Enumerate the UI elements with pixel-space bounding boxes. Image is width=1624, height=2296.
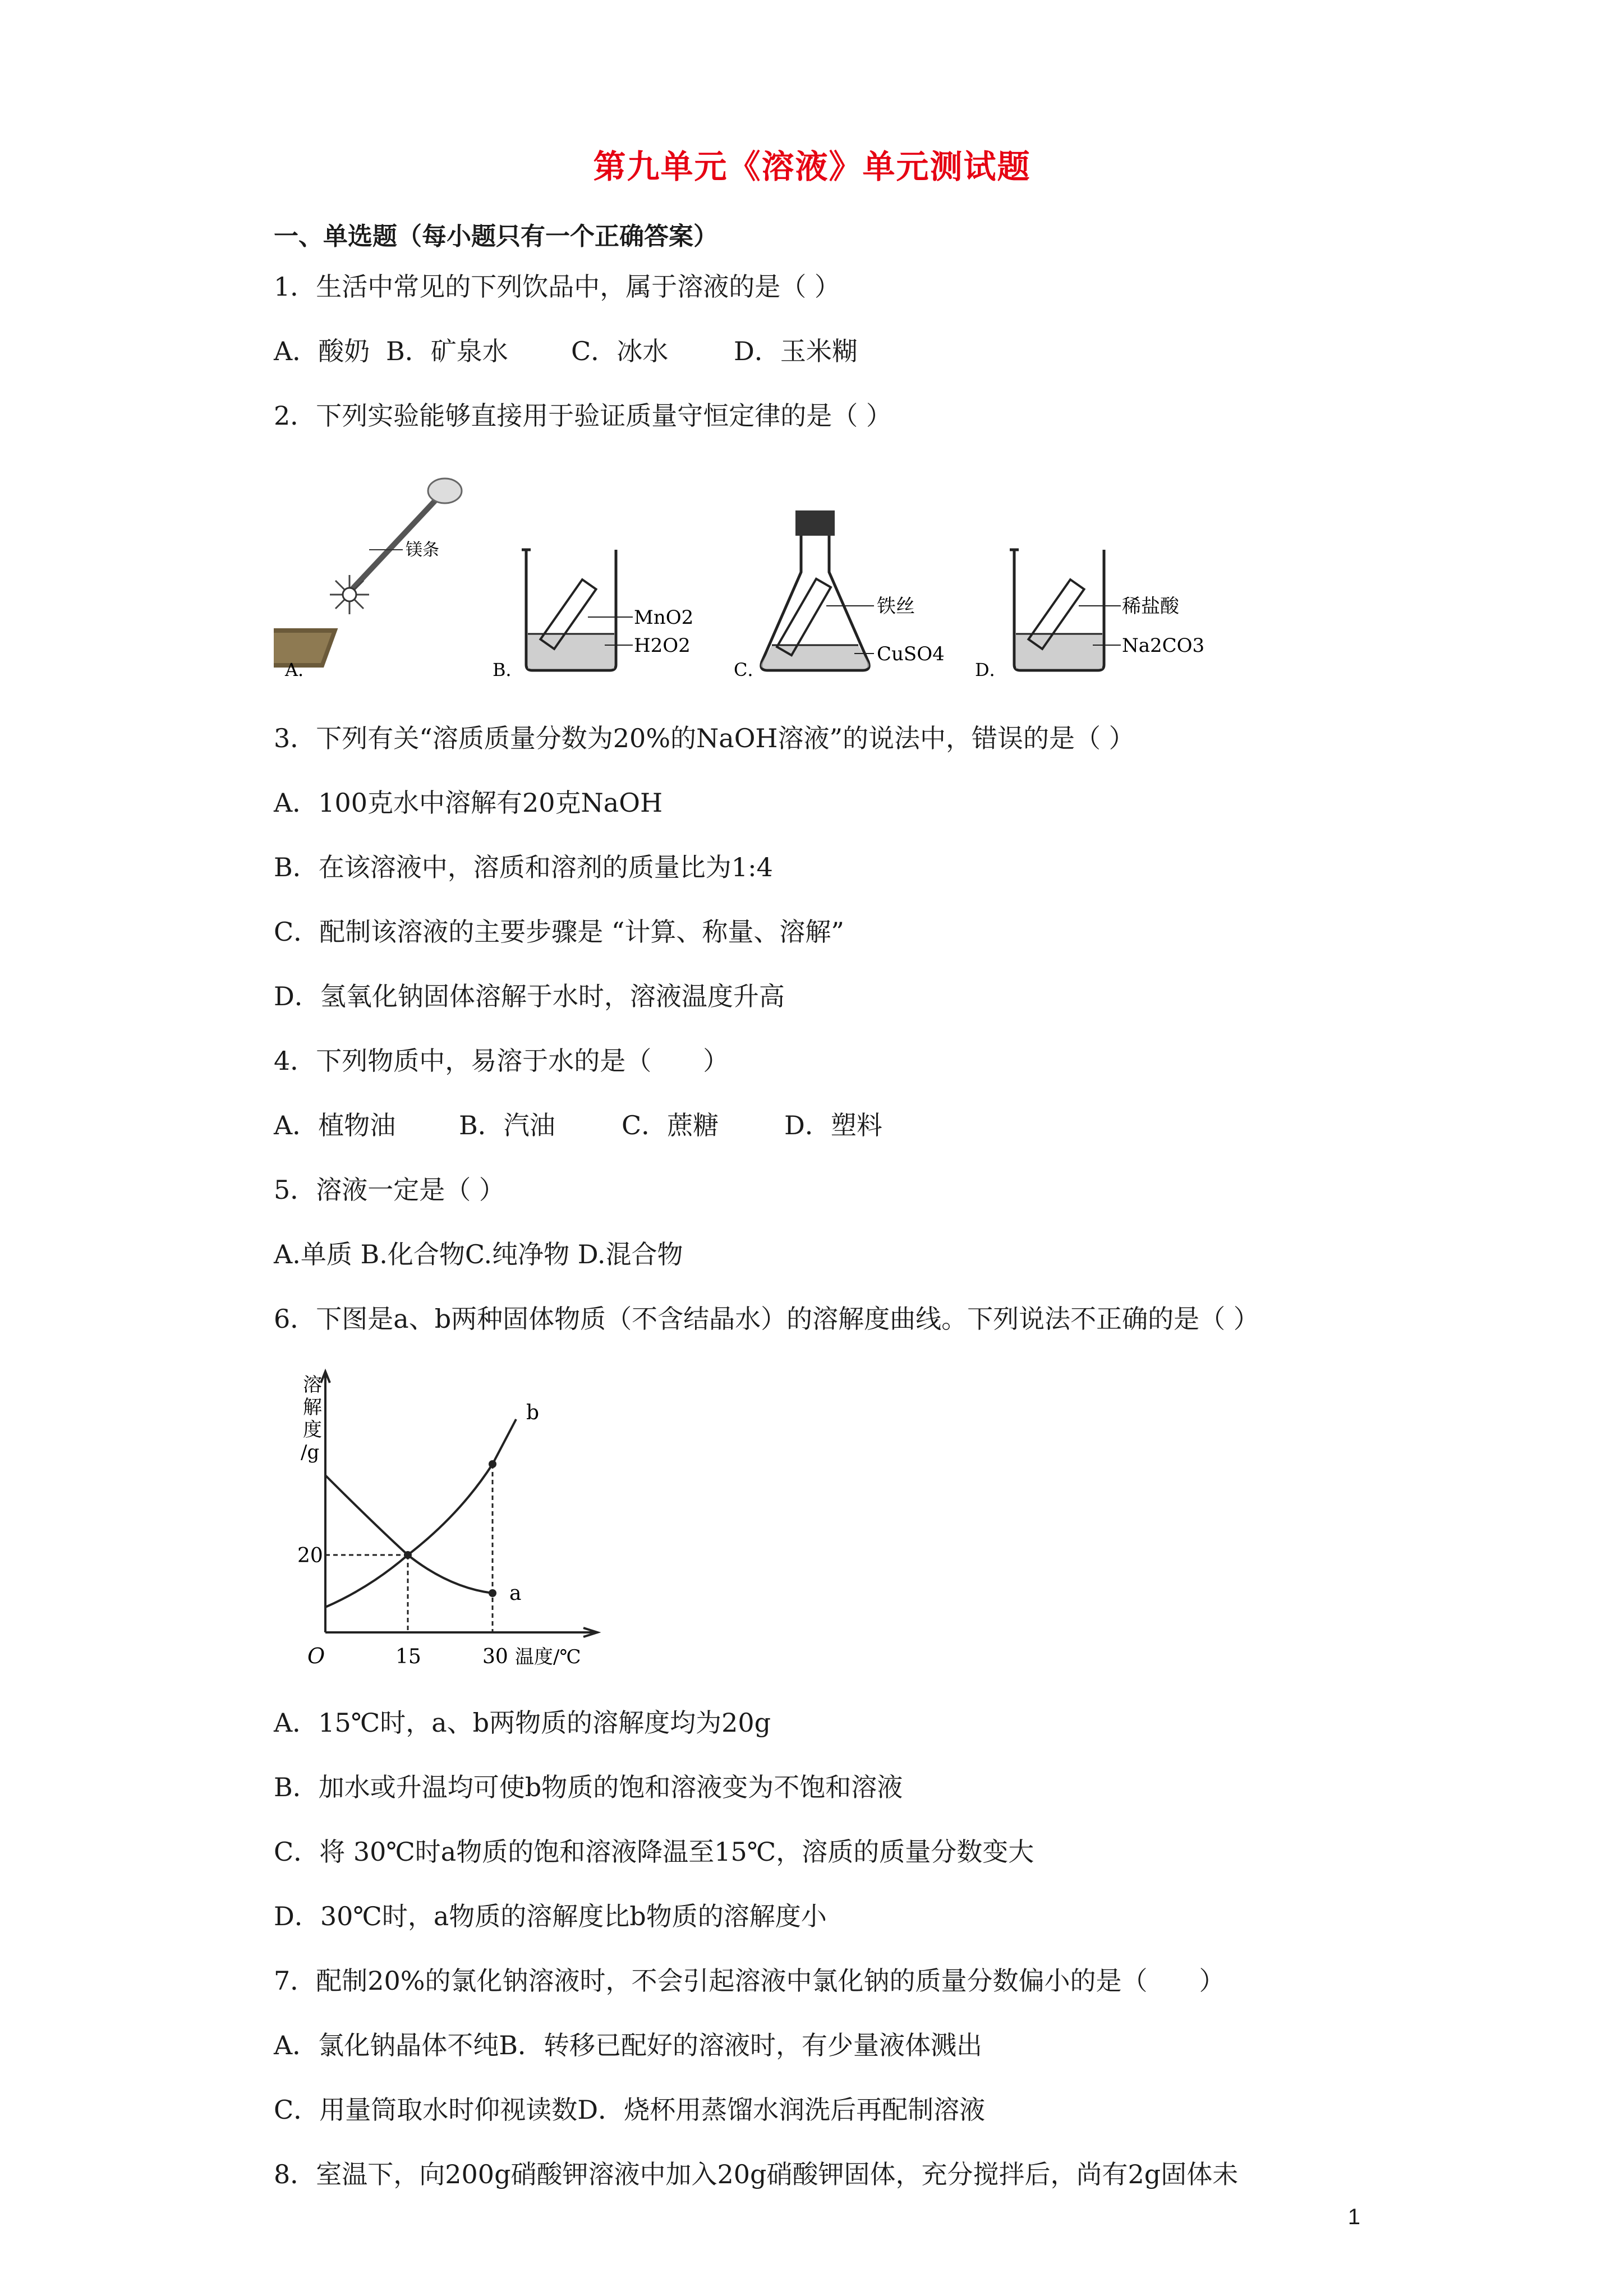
- label-iron-wire: 铁丝: [877, 595, 915, 618]
- option-a: A．酸奶: [274, 336, 370, 366]
- label-magnesium: 镁条: [406, 540, 439, 560]
- question-6-option-a: A．15℃时，a、b两物质的溶解度均为20g: [274, 1708, 771, 1738]
- label-cuso4: CuSO4: [877, 643, 945, 665]
- label-b: B．: [493, 659, 524, 679]
- question-6-stem: 6．下图是a、b两种固体物质（不含结晶水）的溶解度曲线。下列说法不正确的是（ ）: [274, 1304, 1259, 1334]
- figure-d-beaker: [975, 466, 1211, 679]
- option-b: B．汽油: [459, 1110, 555, 1140]
- x-tick-15: 15: [395, 1645, 421, 1668]
- question-3-option-c: C．配制该溶液的主要步骤是 “计算、称量、溶解”: [274, 917, 844, 947]
- question-1-options: [274, 331, 858, 368]
- y-label-4: /g: [301, 1441, 320, 1464]
- question-3-option-d: D．氢氧化钠固体溶解于水时，溶液温度升高: [274, 981, 785, 1011]
- question-6-option-d: D．30℃时，a物质的溶解度比b物质的溶解度小: [274, 1901, 827, 1931]
- question-4-options: [274, 1105, 882, 1142]
- option-d: D．玉米糊: [734, 336, 858, 366]
- question-1-stem: 1．生活中常见的下列饮品中，属于溶液的是（ ）: [274, 272, 840, 302]
- question-5-stem: 5．溶液一定是（ ）: [274, 1175, 505, 1205]
- curve-a-label: a: [509, 1582, 522, 1605]
- curve-a: [325, 1475, 493, 1593]
- curve-b-label: b: [526, 1401, 540, 1424]
- option-c: C．蔗糖: [622, 1110, 719, 1140]
- option-b: B．矿泉水: [386, 336, 508, 366]
- option-a: A．植物油: [274, 1110, 396, 1140]
- question-3-option-a: A．100克水中溶解有20克NaOH: [274, 788, 663, 818]
- question-2-figures: [274, 466, 1283, 684]
- option-d: D．塑料: [784, 1110, 882, 1140]
- figure-b-beaker: [493, 466, 706, 679]
- option-c: C．冰水: [571, 336, 669, 366]
- y-tick-20: 20: [297, 1544, 323, 1567]
- x-axis-label: 温度/℃: [515, 1646, 581, 1668]
- figure-a-magnesium-burning: [274, 466, 476, 679]
- y-label-3: 度: [303, 1419, 322, 1441]
- question-7-options-ab: A．氯化钠晶体不纯B．转移已配好的溶液时，有少量液体溅出: [274, 2030, 983, 2060]
- curve-b: [325, 1419, 516, 1607]
- question-5-options: A.单质 B.化合物C.纯净物 D.混合物: [274, 1239, 683, 1269]
- question-7-stem: 7．配制20%的氯化钠溶液时，不会引起溶液中氯化钠的质量分数偏小的是（ ）: [274, 1966, 1225, 1996]
- question-3-option-b: B．在该溶液中，溶质和溶剂的质量比为1:4: [274, 852, 773, 882]
- y-label-2: 解: [303, 1396, 322, 1419]
- x-tick-30: 30: [482, 1645, 508, 1668]
- label-a: A．: [285, 659, 316, 679]
- question-8-stem: 8．室温下，向200g硝酸钾溶液中加入20g硝酸钾固体，充分搅拌后，尚有2g固体未: [274, 2159, 1239, 2189]
- label-c: C．: [734, 659, 766, 679]
- question-6-option-c: C．将 30℃时a物质的饱和溶液降温至15℃，溶质的质量分数变大: [274, 1837, 1034, 1867]
- label-mno2: MnO2: [634, 606, 694, 629]
- section-heading: 一、单选题（每小题只有一个正确答案）: [274, 222, 718, 251]
- question-7-options-cd: C．用量筒取水时仰视读数D．烧杯用蒸馏水润洗后再配制溶液: [274, 2095, 986, 2125]
- question-3-stem: 3．下列有关“溶质质量分数为20%的NaOH溶液”的说法中，错误的是（ ）: [274, 723, 1135, 753]
- question-4-stem: 4．下列物质中，易溶于水的是（ ）: [274, 1046, 729, 1076]
- solubility-graph: [292, 1363, 606, 1677]
- label-na2co3: Na2CO3: [1122, 634, 1205, 657]
- question-6-option-b: B．加水或升温均可使b物质的饱和溶液变为不饱和溶液: [274, 1772, 903, 1802]
- page-title: 第九单元《溶液》单元测试题: [593, 148, 1031, 186]
- label-d: D．: [975, 659, 1007, 679]
- y-label-1: 溶: [303, 1374, 322, 1396]
- question-2-stem: 2．下列实验能够直接用于验证质量守恒定律的是（ ）: [274, 401, 892, 431]
- figure-c-flask: [734, 466, 947, 679]
- origin-label: O: [307, 1644, 325, 1668]
- page-number: 1: [1347, 2205, 1360, 2229]
- label-h2o2: H2O2: [634, 634, 691, 657]
- label-hcl: 稀盐酸: [1122, 595, 1179, 618]
